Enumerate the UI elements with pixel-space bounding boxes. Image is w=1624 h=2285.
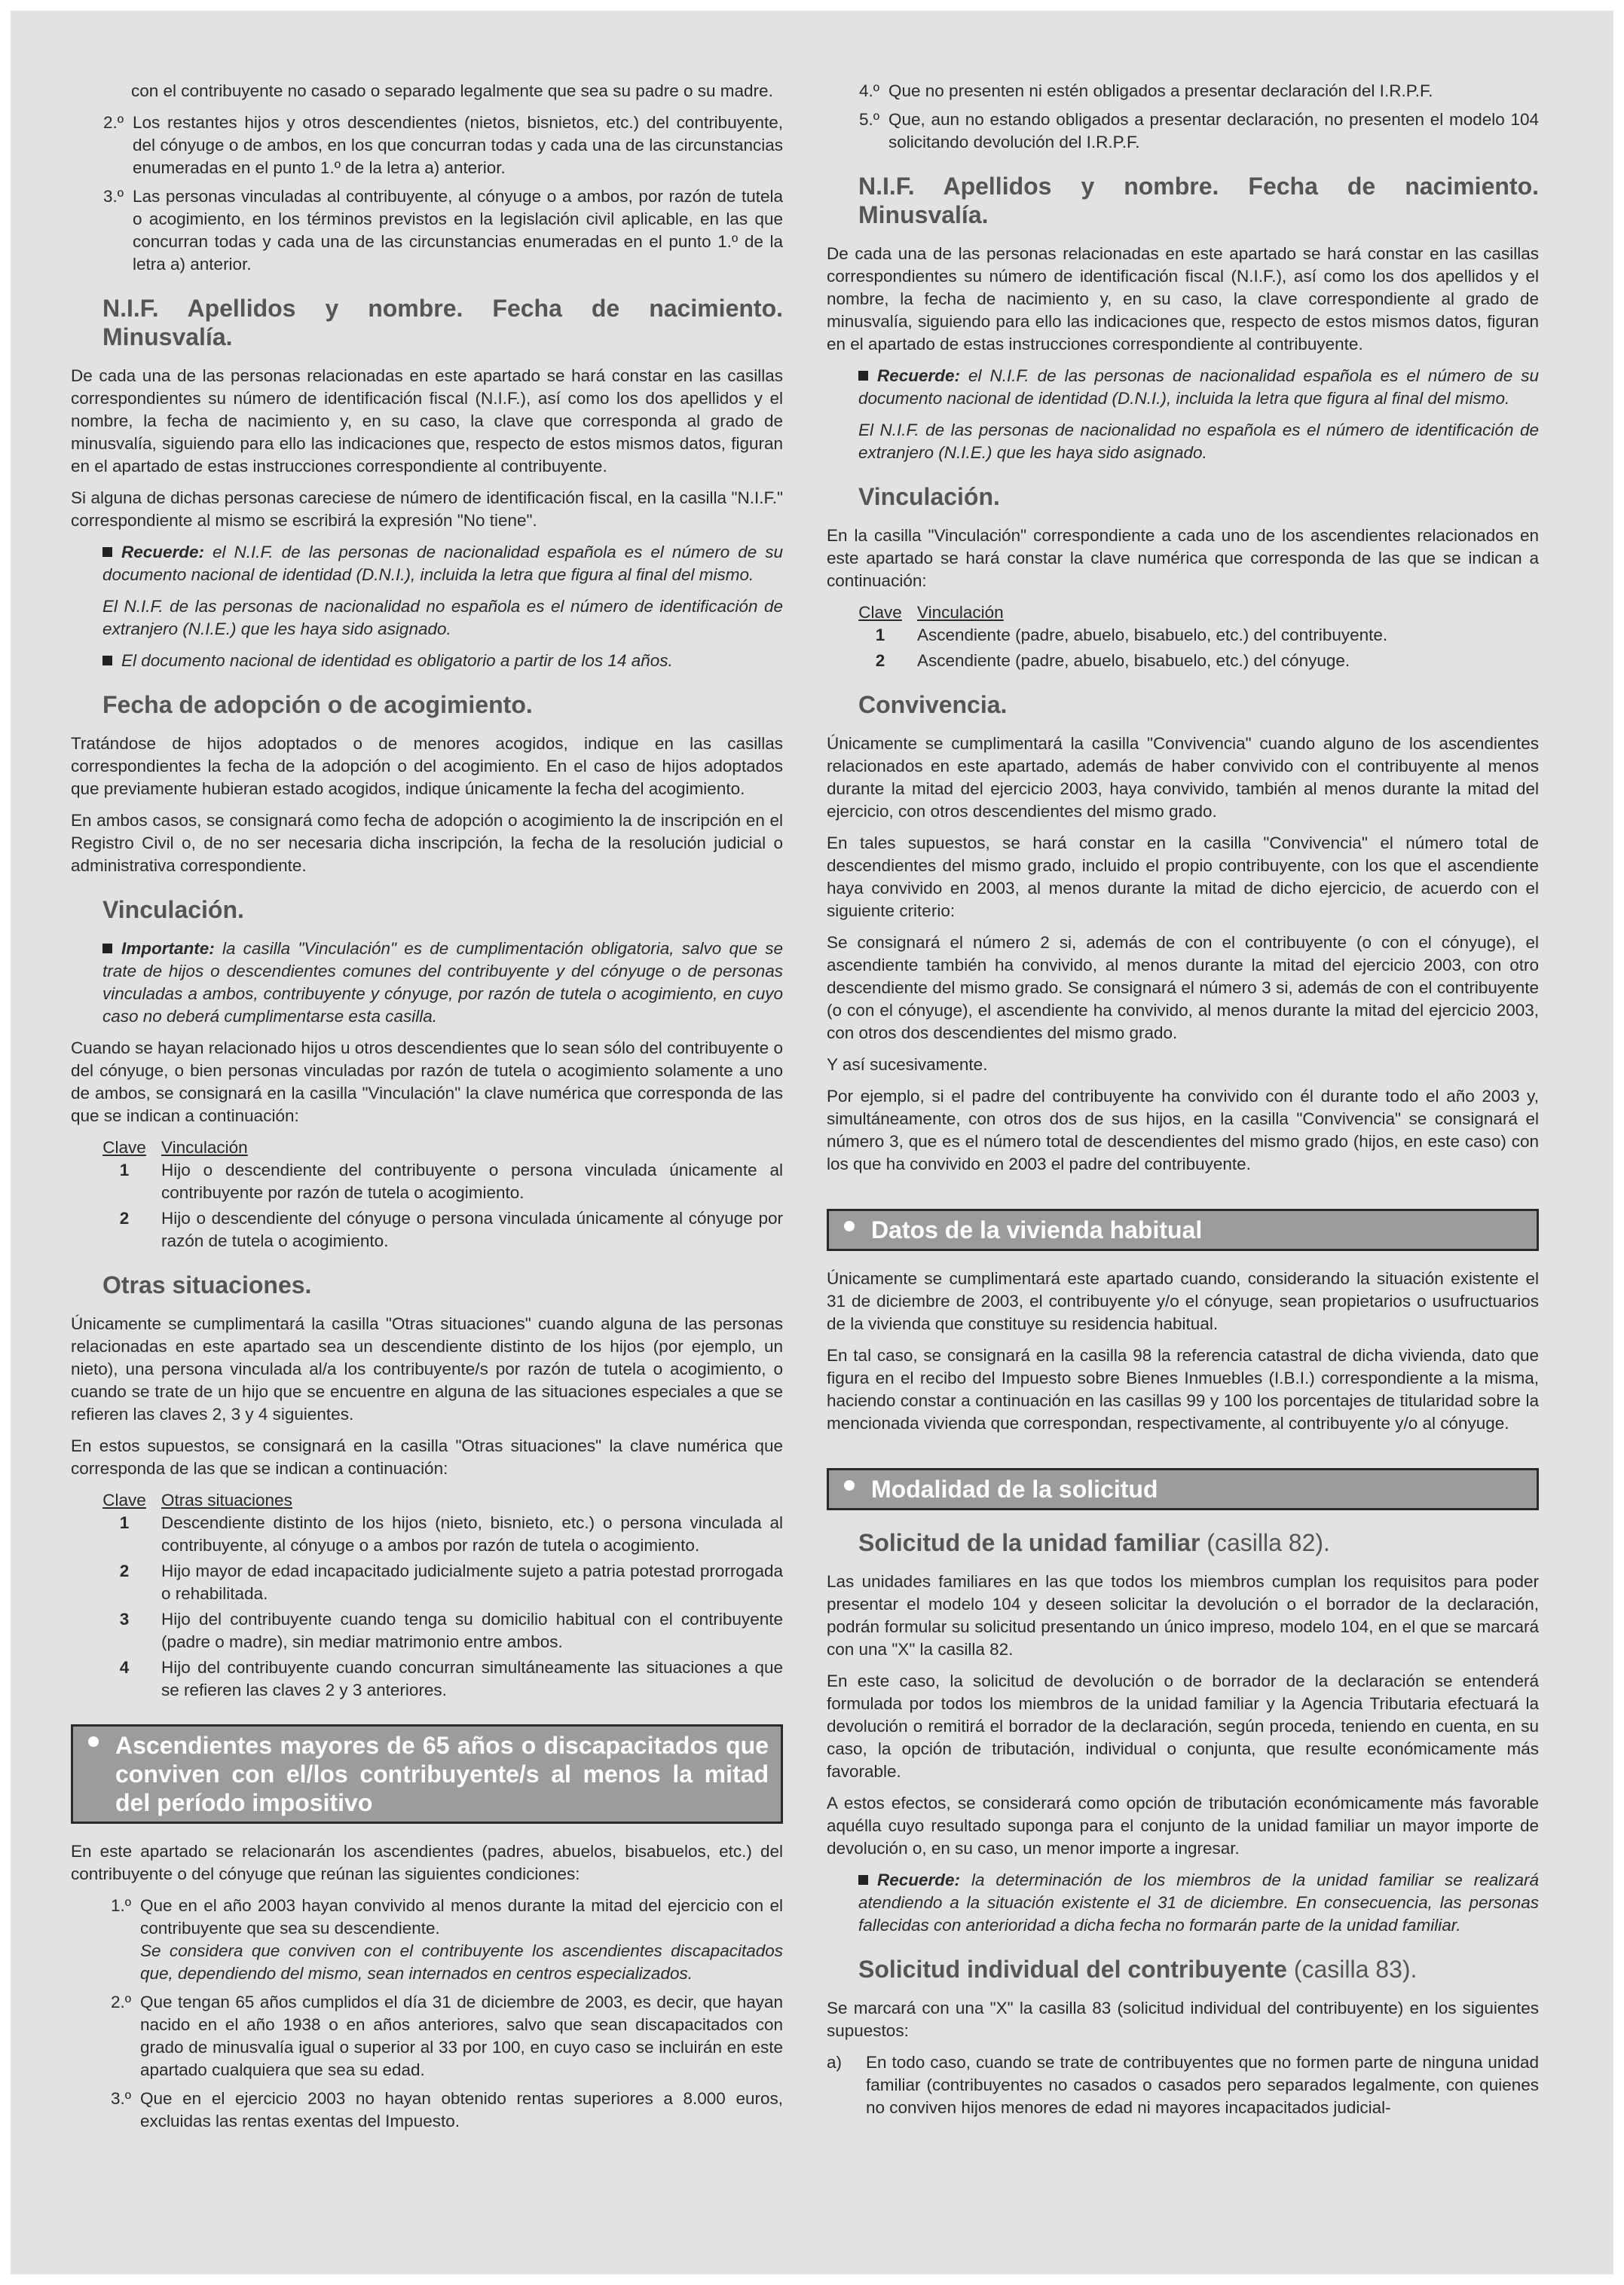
paragraph: En tales supuestos, se hará constar en la casilla "Convivencia" el número total de descendientes del mismo grado, incluido el propio contribuyente, con los que el ascendiente haya convivido en 2003, al menos durante la mitad de dicho ejercicio, de acuerdo con el siguiente criterio:: [827, 834, 1539, 920]
numbered-item: [71, 1895, 783, 1985]
bullet-dot-icon: [88, 1736, 99, 1747]
header-clave: Clave: [102, 1138, 146, 1157]
vinculacion-table: [843, 601, 1539, 672]
note-recuerde: [71, 541, 783, 586]
item-text: Que, aun no estando obligados a presentar declaración, no presenten el modelo 104 solicitando devolución del I.R.P.F.: [888, 110, 1539, 151]
document-page: [11, 11, 1613, 2274]
square-bullet-icon: [102, 547, 112, 557]
numbered-item: [71, 112, 783, 179]
paragraph: Las unidades familiares en las que todos los miembros cumplan los requisitos para poder presentar el modelo 104 y deseen solicitar la devolución o el borrador de la declaración, podrán formular su solicitud presentando un único impreso, modelo 104, en el que se marcará con una "X" la casilla 82.: [827, 1572, 1539, 1659]
numbered-item: [827, 109, 1539, 154]
square-bullet-icon: [858, 1875, 868, 1885]
section-title: Ascendientes mayores de 65 años o discapacitados que conviven con el/los contribuyente/s al menos la mitad del período impositivo: [115, 1732, 769, 1816]
paragraph: De cada una de las personas relacionadas en este apartado se hará constar en las casillas correspondientes su número de identificación fiscal (N.I.F.), así como los dos apellidos y el nombre, la fecha de nacimiento y, en su caso, la clave que corresponda al grado de minusvalía, siguiendo para ello las indicaciones que, respecto de estos mismos datos, figuran en el apartado de estas instrucciones correspondiente al contribuyente.: [71, 366, 783, 476]
table-row: [843, 624, 1539, 647]
paragraph: Si alguna de dichas personas careciese de número de identificación fiscal, en la casilla "N.I.F." correspondiente al mismo se escribirá la expresión "No tiene".: [71, 488, 783, 530]
item-letter: a): [827, 2053, 843, 2072]
section-modalidad: [827, 1468, 1539, 1510]
item-note: Se considera que conviven con el contribuyente los ascendientes discapacitados que, dependiendo del mismo, sean internados en centros especializados.: [140, 1941, 783, 1983]
paragraph: En la casilla "Vinculación" correspondiente a cada uno de los ascendientes relacionados en este apartado se hará constar la clave numérica que corresponda de las que se indican a continuación:: [827, 526, 1539, 590]
table-row: [87, 1159, 783, 1204]
header-desc: Vinculación: [917, 603, 1004, 622]
row-value: Descendiente distinto de los hijos (nieto, bisnieto, etc.) o persona vinculada al contribuyente, al cónyuge o a ambos por razón de tutela o acogimiento.: [161, 1513, 783, 1555]
note-nie: El N.I.F. de las personas de nacionalidad no española es el número de identificación de extranjero (N.I.E.) que les haya sido asignado.: [102, 597, 783, 638]
item-number: 4.º: [859, 81, 879, 100]
table-row: [87, 1207, 783, 1253]
heading-casilla: (casilla 83).: [1286, 1956, 1418, 1983]
heading-casilla: (casilla 82).: [1200, 1529, 1330, 1556]
paragraph: En tal caso, se consignará en la casilla 98 la referencia catastral de dicha vivienda, dato que figura en el recibo del Impuesto sobre Bienes Inmuebles (I.B.I.) correspondiente a la misma, haciendo constar a continuación en las casillas 99 y 100 los porcentajes de titularidad sobre la mencionada vivienda que correspondan, respectivamente, al contribuyente y/o al cónyuge.: [827, 1346, 1539, 1433]
note-text: la casilla "Vinculación" es de cumplimentación obligatoria, salvo que se trate de hijos o descendientes comunes del contribuyente y del cónyuge o de personas vinculadas a ambos, contribuyente y cónyuge, por razón de tutela o acogimiento, en cuyo caso no deberá cumplimentarse esta casilla.: [102, 939, 783, 1026]
item-text: Los restantes hijos y otros descendientes (nietos, bisnietos, etc.) del contribuyente, del cónyuge o de ambos, en los que concurran todas y cada una de las circunstancias enumeradas en el punto 1.º de la letra a) anterior.: [133, 113, 783, 177]
section-vivienda: [827, 1209, 1539, 1251]
note-label: Importante:: [121, 939, 215, 958]
numbered-item: [71, 2088, 783, 2133]
table-row: [87, 1512, 783, 1557]
table-row: [87, 1560, 783, 1605]
note-importante: [71, 938, 783, 1028]
numbered-item: [71, 185, 783, 276]
item-number: 1.º: [111, 1896, 131, 1915]
square-bullet-icon: [858, 371, 868, 381]
row-key: 3: [119, 1610, 130, 1629]
row-value: Ascendiente (padre, abuelo, bisabuelo, etc.) del cónyuge.: [917, 651, 1350, 670]
note-recuerde: [827, 1869, 1539, 1937]
header-desc: Vinculación: [161, 1138, 248, 1157]
note-text: el N.I.F. de las personas de nacionalidad española es el número de su documento nacional de identidad (D.N.I.), incluida la letra que figura al final del mismo.: [102, 543, 783, 584]
heading-text: Solicitud de la unidad familiar: [858, 1529, 1200, 1556]
paragraph: En este apartado se relacionarán los ascendientes (padres, abuelos, bisabuelos, etc.) del contribuyente o del cónyuge que reúnan las siguientes condiciones:: [71, 1842, 783, 1883]
heading-fecha: Fecha de adopción o de acogimiento.: [102, 691, 533, 718]
table-row: [87, 1608, 783, 1653]
heading-unidad-familiar: [858, 1528, 1539, 1557]
heading-individual: [858, 1955, 1539, 1984]
note-recuerde: [827, 365, 1539, 410]
right-column: [827, 80, 1539, 2125]
paragraph: Y así sucesivamente.: [827, 1055, 988, 1074]
row-value: Hijo mayor de edad incapacitado judicialmente sujeto a patria potestad prorrogada o rehabilitada.: [161, 1562, 783, 1603]
table-row: [87, 1656, 783, 1702]
numbered-item: [827, 80, 1539, 102]
note-text: El documento nacional de identidad es obligatorio a partir de los 14 años.: [121, 651, 673, 670]
note-label: Recuerde:: [121, 543, 205, 561]
item-number: 2.º: [103, 113, 124, 132]
heading-otras: Otras situaciones.: [102, 1271, 312, 1299]
table-header: [843, 601, 1539, 624]
heading-convivencia: Convivencia.: [858, 691, 1008, 718]
note-label: Recuerde:: [877, 366, 961, 385]
row-key: 2: [875, 651, 885, 670]
item-number: 3.º: [103, 187, 124, 206]
left-column: [71, 80, 783, 2139]
note-text: la determinación de los miembros de la unidad familiar se realizará atendiendo a la situación existente el 31 de diciembre. En consecuencia, las personas fallecidas con anterioridad a dicha fecha no formarán parte de la unidad familiar.: [858, 1871, 1539, 1935]
paragraph: Por ejemplo, si el padre del contribuyente ha convivido con él durante todo el año 2003 y, simultáneamente, con otros dos de sus hijos, en la casilla "Convivencia" se consignará el número 3, que es el número total de descendientes del mismo grado (hijos, en este caso) con los que ha convivido en 2003 el padre del contribuyente.: [827, 1087, 1539, 1173]
otras-table: [87, 1489, 783, 1702]
row-value: Hijo del contribuyente cuando tenga su domicilio habitual con el contribuyente (padre o madre), sin mediar matrimonio entre ambos.: [161, 1610, 783, 1651]
heading-text: Solicitud individual del contribuyente: [858, 1956, 1287, 1983]
paragraph: Se marcará con una "X" la casilla 83 (solicitud individual del contribuyente) en los siguientes supuestos:: [827, 1999, 1539, 2040]
row-key: 1: [875, 626, 885, 644]
row-key: 1: [119, 1161, 130, 1179]
item-text: Que en el año 2003 hayan convivido al menos durante la mitad del ejercicio con el contribuyente que sea su descendiente.: [140, 1896, 783, 1938]
bullet-dot-icon: [844, 1480, 855, 1491]
item-body: [140, 1895, 783, 1985]
paragraph: Únicamente se cumplimentará la casilla "Convivencia" cuando alguno de los ascendientes relacionados en este apartado, además de haber convivido con el contribuyente al menos durante la mitad del ejercicio 2003, haya convivido, también al menos durante la mitad del ejercicio, con otros descendientes del mismo grado.: [827, 734, 1539, 821]
note-nie: El N.I.F. de las personas de nacionalidad no española es el número de identificación de extranjero (N.I.E.) que les haya sido asignado.: [858, 421, 1539, 462]
note-label: Recuerde:: [877, 1871, 961, 1889]
paragraph: Se consignará el número 2 si, además de con el contribuyente (o con el cónyuge), el ascendiente también ha convivido, al menos durante la mitad del ejercicio 2003, con otro descendiente del mismo grado. Se consignará el número 3 si, además de con el contribuyente (o con el cónyuge), el ascendiente ha convivido, al menos durante la mitad del ejercicio 2003, con otros dos descendientes del mismo grado.: [827, 933, 1539, 1042]
item-number: 2.º: [111, 1993, 131, 2011]
row-value: Hijo o descendiente del cónyuge o persona vinculada únicamente al cónyuge por razón de tutela o acogimiento.: [161, 1209, 783, 1250]
table-header: [87, 1489, 783, 1512]
heading-vinculacion: Vinculación.: [858, 483, 1000, 510]
paragraph: A estos efectos, se considerará como opción de tributación económicamente más favorable aquélla cuyo resultado suponga para el conjunto de la unidad familiar un mayor importe de devolución o, en su caso, un menor importe a ingresar.: [827, 1794, 1539, 1858]
table-header: [87, 1136, 783, 1159]
header-desc: Otras situaciones: [161, 1491, 292, 1510]
row-value: Hijo o descendiente del contribuyente o persona vinculada únicamente al contribuyente por razón de tutela o acogimiento.: [161, 1161, 783, 1202]
section-title: Datos de la vivienda habitual: [871, 1216, 1203, 1243]
row-key: 2: [119, 1209, 130, 1228]
row-key: 1: [119, 1513, 130, 1532]
paragraph: Tratándose de hijos adoptados o de menores acogidos, indique en las casillas correspondientes la fecha de la adopción o del acogimiento. En el caso de hijos adoptados que previamente hubieran estado acogidos, indique únicamente la fecha del acogimiento.: [71, 734, 783, 798]
vinculacion-table: [87, 1136, 783, 1253]
item-text: Que tengan 65 años cumplidos el día 31 de diciembre de 2003, es decir, que hayan nacido en el año 1938 o en años anteriores, salvo que sean discapacitados con grado de minusvalía igual o superior al 33 por 100, en cuyo caso se incluirán en este apartado cualquiera que sea su edad.: [140, 1993, 783, 2079]
row-value: Hijo del contribuyente cuando concurran simultáneamente las situaciones a que se refieren las claves 2 y 3 anteriores.: [161, 1658, 783, 1699]
paragraph: En estos supuestos, se consignará en la casilla "Otras situaciones" la clave numérica que corresponda de las que se indican a continuación:: [71, 1436, 783, 1478]
row-key: 4: [119, 1658, 130, 1677]
section-ascendientes: [71, 1724, 783, 1824]
heading-nif: N.I.F. Apellidos y nombre. Fecha de nacimiento. Minusvalía.: [102, 295, 783, 350]
square-bullet-icon: [102, 656, 112, 665]
paragraph: con el contribuyente no casado o separado legalmente que sea su padre o su madre.: [131, 81, 773, 100]
row-key: 2: [119, 1562, 130, 1580]
paragraph: Cuando se hayan relacionado hijos u otros descendientes que lo sean sólo del contribuyente o del cónyuge, o bien personas vinculadas por razón de tutela o acogimiento solamente a uno de ambos, se consignará en la casilla "Vinculación" la clave numérica que corresponda de las que se indican a continuación:: [71, 1038, 783, 1125]
note-text: el N.I.F. de las personas de nacionalidad española es el número de su documento nacional de identidad (D.N.I.), incluida la letra que figura al final del mismo.: [858, 366, 1539, 408]
numbered-item: [71, 1991, 783, 2082]
item-text: Que en el ejercicio 2003 no hayan obtenido rentas superiores a 8.000 euros, excluidas las rentas exentas del Impuesto.: [140, 2089, 783, 2131]
bullet-dot-icon: [844, 1221, 855, 1231]
note-dni: [71, 650, 783, 672]
table-row: [843, 650, 1539, 672]
item-number: 3.º: [111, 2089, 131, 2108]
lettered-item: [827, 2051, 1539, 2119]
item-text: Las personas vinculadas al contribuyente, al cónyuge o a ambos, por razón de tutela o acogimiento, en los términos previstos en la legislación civil aplicable, en las que concurran todas y cada una de las circunstancias enumeradas en el punto 1.º de la letra a) anterior.: [133, 187, 783, 274]
item-number: 5.º: [859, 110, 879, 129]
paragraph: En este caso, la solicitud de devolución o de borrador de la declaración se entenderá formulada por todos los miembros de la unidad familiar y la Agencia Tributaria efectuará la devolución o remitirá el borrador de la declaración, según proceda, teniendo en cuenta, en su caso, la opción de tributación, individual o conjunta, que resulte económicamente más favorable.: [827, 1672, 1539, 1781]
item-text: Que no presenten ni estén obligados a presentar declaración del I.R.P.F.: [888, 81, 1433, 100]
header-clave: Clave: [858, 603, 902, 622]
heading-nif: N.I.F. Apellidos y nombre. Fecha de nacimiento. Minusvalía.: [858, 173, 1539, 228]
paragraph: Únicamente se cumplimentará la casilla "Otras situaciones" cuando alguna de las personas relacionadas en este apartado sea un descendiente distinto de los hijos (por ejemplo, un nieto), una persona vinculada al/a los contribuyente/s por razón de tutela o acogimiento, o cuando se trate de un hijo que se encuentre en alguna de las situaciones especiales a que se refieren las claves 2, 3 y 4 siguientes.: [71, 1314, 783, 1424]
square-bullet-icon: [102, 944, 112, 953]
heading-vinculacion: Vinculación.: [102, 896, 244, 923]
section-title: Modalidad de la solicitud: [871, 1476, 1158, 1503]
header-clave: Clave: [102, 1491, 146, 1510]
row-value: Ascendiente (padre, abuelo, bisabuelo, etc.) del contribuyente.: [917, 626, 1388, 644]
paragraph: Únicamente se cumplimentará este apartado cuando, considerando la situación existente el 31 de diciembre de 2003, el contribuyente y/o el cónyuge, sean propietarios o usufructuarios de la vivienda que constituye su residencia habitual.: [827, 1269, 1539, 1333]
paragraph: En ambos casos, se consignará como fecha de adopción o acogimiento la de inscripción en el Registro Civil o, de no ser necesaria dicha inscripción, la fecha de la resolución judicial o administrativa correspondiente.: [71, 811, 783, 875]
item-text: En todo caso, cuando se trate de contribuyentes que no formen parte de ninguna unidad familiar (contribuyentes no casados o casados pero separados legalmente, con quienes no conviven hijos menores de edad ni mayores incapacitados judicial-: [866, 2053, 1539, 2117]
paragraph: De cada una de las personas relacionadas en este apartado se hará constar en las casillas correspondientes su número de identificación fiscal (N.I.F.), así como los dos apellidos y el nombre, la fecha de nacimiento y, en su caso, la clave correspondiente al grado de minusvalía, siguiendo para ello las indicaciones que, respecto de estos mismos datos, figuran en el apartado de estas instrucciones correspondiente al contribuyente.: [827, 244, 1539, 353]
